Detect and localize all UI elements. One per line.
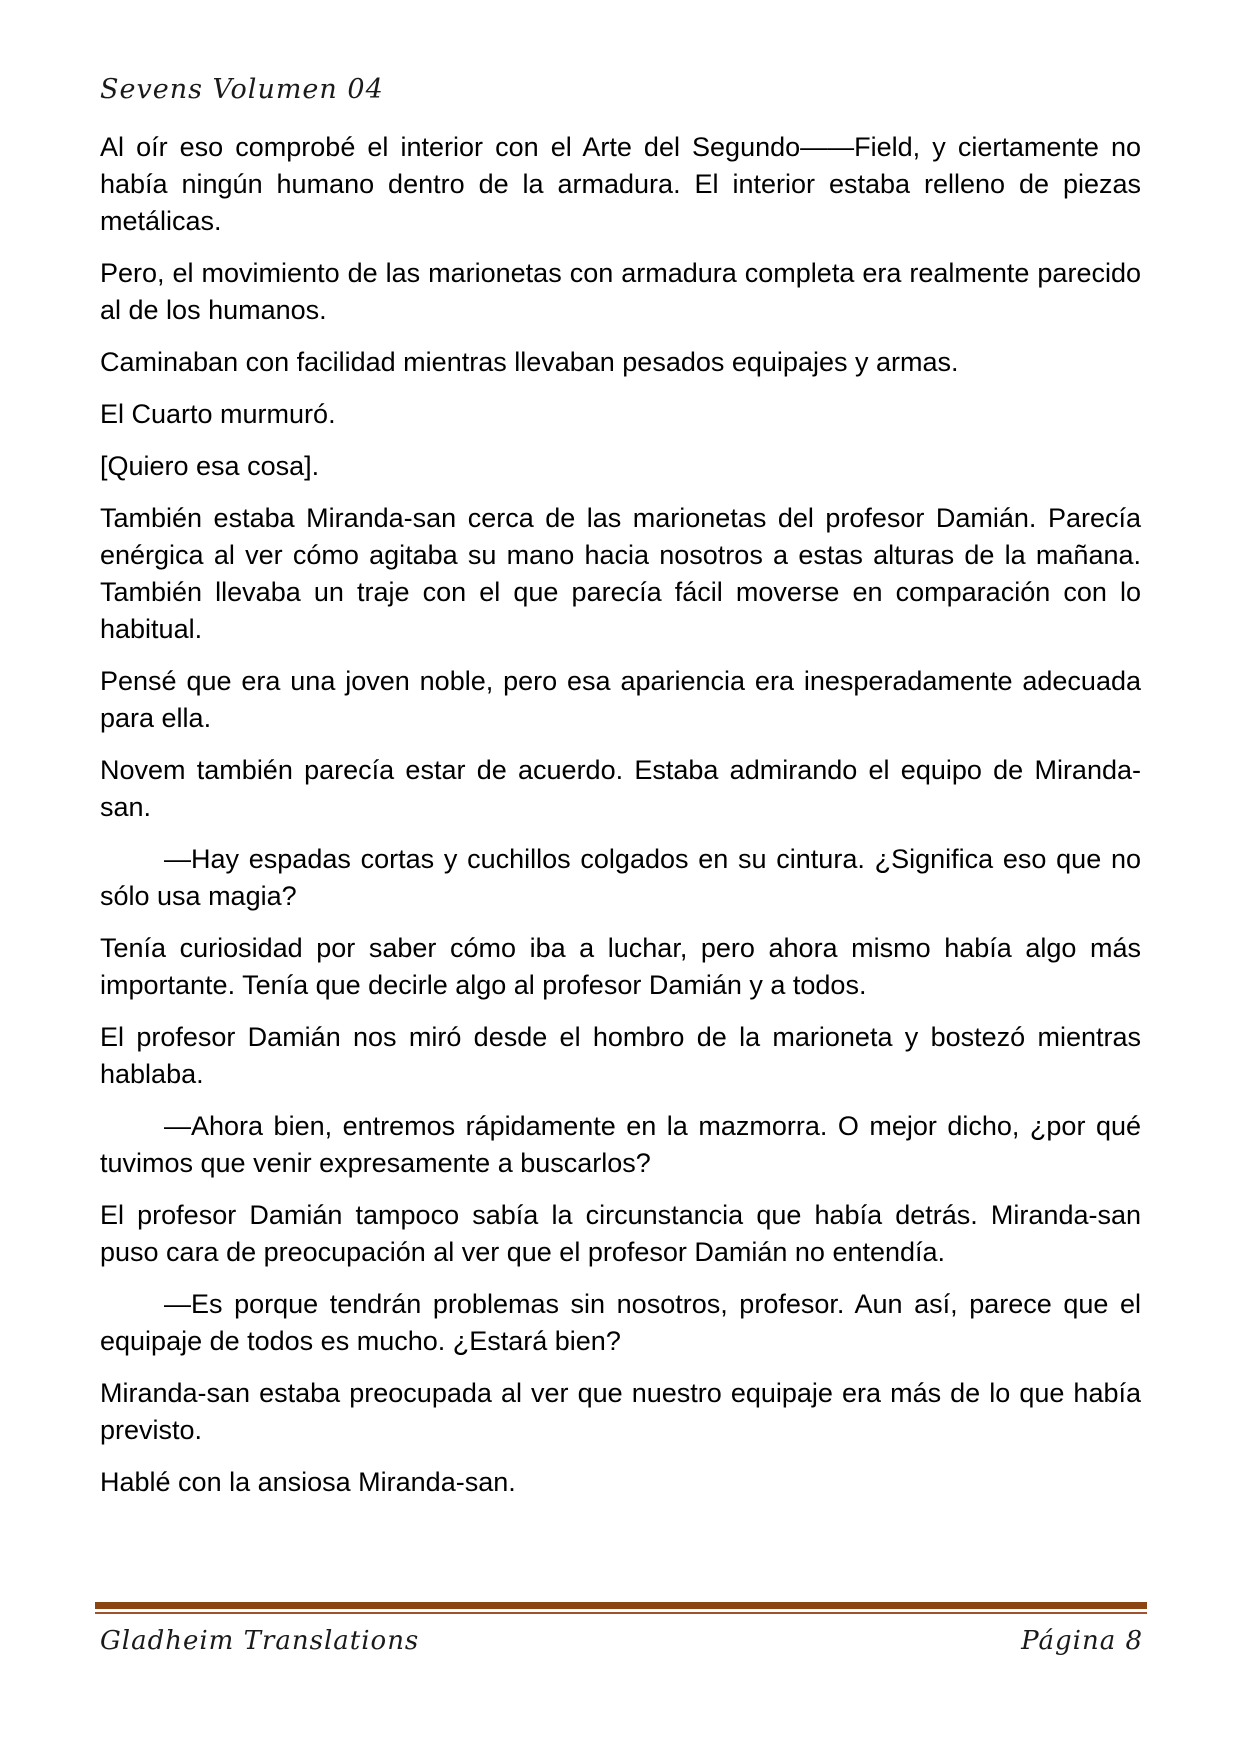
paragraph: Miranda-san estaba preocupada al ver que nuestro equipaje era más de lo que había previsto. (100, 1378, 1141, 1445)
paragraph: Pero, el movimiento de las marionetas con armadura completa era realmente parecido al de los humanos. (100, 258, 1141, 325)
page-footer (100, 1626, 1143, 1656)
paragraph: Pensé que era una joven noble, pero esa apariencia era inesperadamente adecuada para ella. (100, 666, 1141, 733)
paragraph: Al oír eso comprobé el interior con el Arte del Segundo——Field, y ciertamente no había ningún humano dentro de la armadura. El interior estaba relleno de piezas metálicas. (100, 132, 1141, 236)
paragraph: El profesor Damián tampoco sabía la circunstancia que había detrás. Miranda-san puso cara de preocupación al ver que el profesor Damián no entendía. (100, 1200, 1141, 1267)
page-header-title: Sevens Volumen 04 (100, 74, 384, 105)
paragraph: —Hay espadas cortas y cuchillos colgados en su cintura. ¿Significa eso que no sólo usa magia? (100, 844, 1141, 911)
paragraph: —Es porque tendrán problemas sin nosotros, profesor. Aun así, parece que el equipaje de todos es mucho. ¿Estará bien? (100, 1289, 1141, 1356)
footer-page-number: Página 8 (1021, 1626, 1143, 1656)
document-body (100, 129, 1141, 1516)
paragraph: Hablé con la ansiosa Miranda-san. (100, 1467, 516, 1497)
footer-rule-thick (95, 1602, 1147, 1609)
footer-translator-credit: Gladheim Translations (100, 1626, 420, 1656)
paragraph: También estaba Miranda-san cerca de las marionetas del profesor Damián. Parecía enérgica al ver cómo agitaba su mano hacia nosotros a estas alturas de la mañana. También llevaba un traje con el que parecía fácil moverse en comparación con lo habitual. (100, 503, 1141, 644)
paragraph: El Cuarto murmuró. (100, 399, 336, 429)
paragraph: [Quiero esa cosa]. (100, 451, 320, 481)
paragraph: —Ahora bien, entremos rápidamente en la mazmorra. O mejor dicho, ¿por qué tuvimos que venir expresamente a buscarlos? (100, 1111, 1141, 1178)
paragraph: Tenía curiosidad por saber cómo iba a luchar, pero ahora mismo había algo más importante. Tenía que decirle algo al profesor Damián y a todos. (100, 933, 1141, 1000)
paragraph: Novem también parecía estar de acuerdo. Estaba admirando el equipo de Miranda-san. (100, 755, 1141, 822)
footer-rule-thin (95, 1612, 1147, 1614)
paragraph: Caminaban con facilidad mientras llevaban pesados equipajes y armas. (100, 347, 959, 377)
paragraph: El profesor Damián nos miró desde el hombro de la marioneta y bostezó mientras hablaba. (100, 1022, 1141, 1089)
